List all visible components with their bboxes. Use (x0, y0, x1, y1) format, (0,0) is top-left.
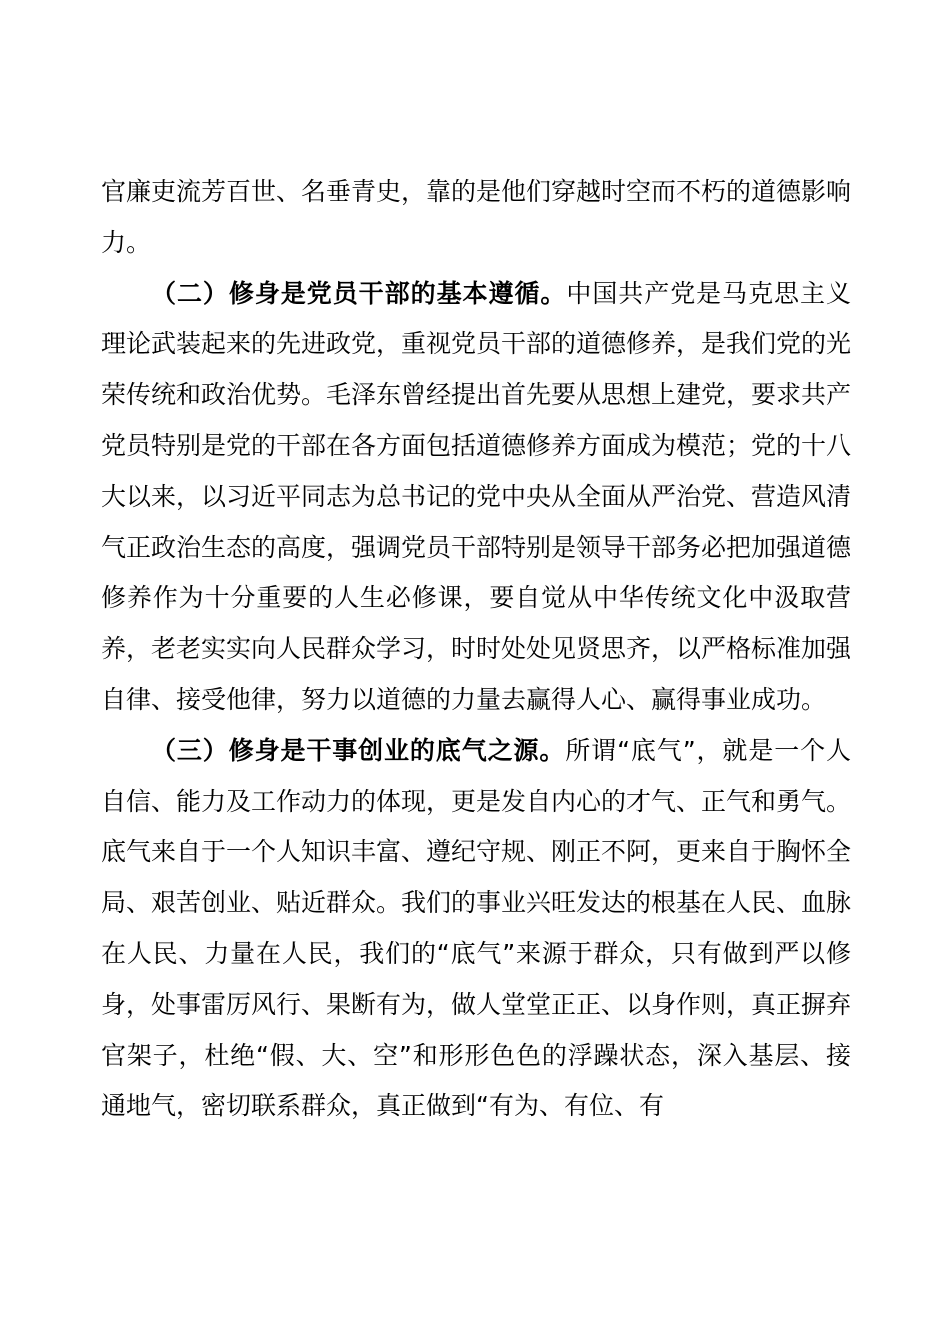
paragraph-section-2 (101, 269, 851, 726)
paragraph-section-3 (101, 726, 851, 1132)
paragraph-text: 所谓“底气”，就是一个人自信、能力及工作动力的体现，更是发自内心的才气、正气和勇气。底气来自于一个人知识丰富、遵纪守规、刚正不阿，更来自于胸怀全局、艰苦创业、贴近群众。我们的事业兴旺发达的根基在人民、血脉在人民、力量在人民，我们的“底气”来源于群众，只有做到严以修身，处事雷厉风行、果断有为，做人堂堂正正、以身作则，真正摒弃官架子，杜绝“假、大、空”和形形色色的浮躁状态，深入基层、接通地气，密切联系群众，真正做到“有为、有位、有 (101, 735, 852, 1121)
paragraph-text: 中国共产党是马克思主义理论武装起来的先进政党，重视党员干部的道德修养，是我们党的光荣传统和政治优势。毛泽东曾经提出首先要从思想上建党，要求共产党员特别是党的干部在各方面包括道德修养方面成为模范；党的十八大以来，以习近平同志为总书记的党中央从全面从严治党、营造风清气正政治生态的高度，强调党员干部特别是领导干部务必把加强道德修养作为十分重要的人生必修课，要自觉从中华传统文化中汲取营养，老老实实向人民群众学习，时时处处见贤思齐，以严格标准加强自律、接受他律，努力以道德的力量去赢得人心、赢得事业成功。 (101, 278, 852, 714)
section-heading: （三）修身是干事创业的底气之源。 (151, 735, 566, 765)
paragraph-continuation (101, 167, 851, 269)
paragraph-text: 官廉吏流芳百世、名垂青史，靠的是他们穿越时空而不朽的道德影响力。 (101, 177, 852, 257)
section-heading: （二）修身是党员干部的基本遵循。 (151, 278, 567, 308)
body-text (101, 167, 851, 1132)
